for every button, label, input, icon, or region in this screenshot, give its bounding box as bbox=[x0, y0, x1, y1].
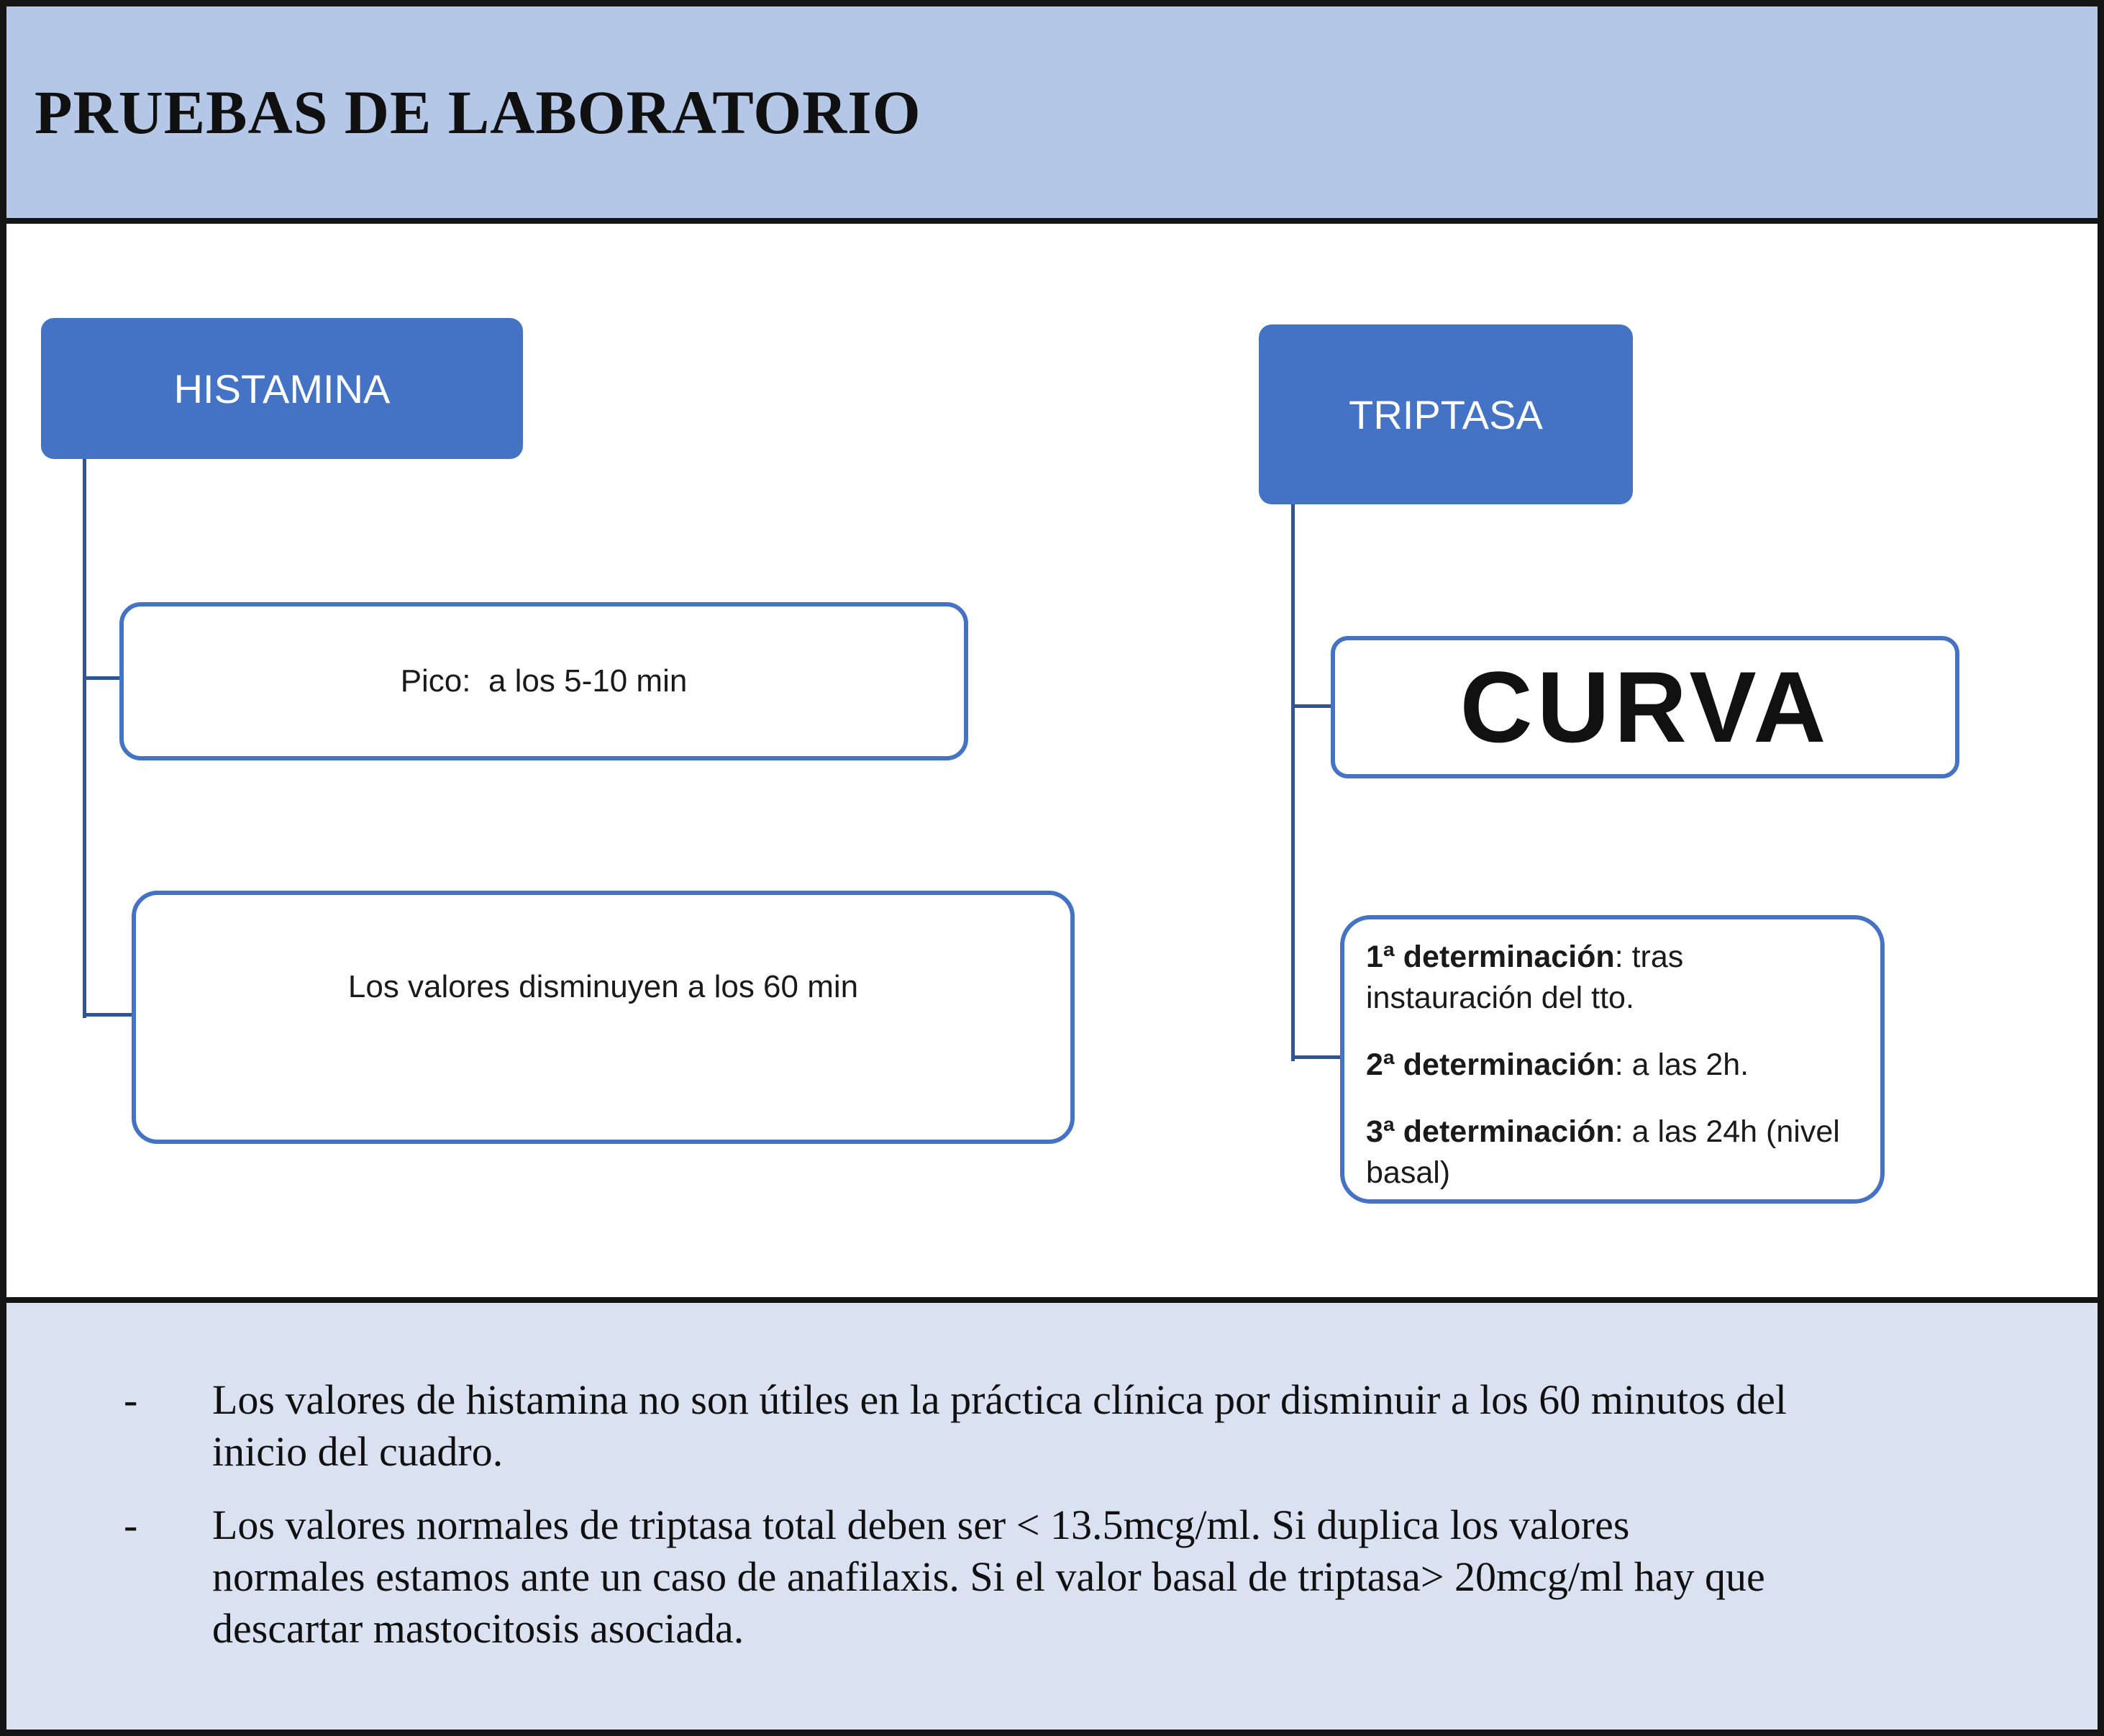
curva-label: CURVA bbox=[1459, 650, 1831, 763]
determinacion-2-term: 2ª determinación bbox=[1366, 1047, 1615, 1082]
note-line: descartar mastocitosis asociada. bbox=[212, 1605, 744, 1652]
triptasa-branch-line bbox=[1291, 504, 1295, 1061]
triptasa-stub-curva bbox=[1291, 704, 1331, 708]
determinacion-2-text: : a las 2h. bbox=[1614, 1047, 1749, 1082]
histamina-label: HISTAMINA bbox=[173, 365, 391, 412]
triptasa-node bbox=[1259, 324, 1633, 504]
curva-node bbox=[1331, 636, 1959, 778]
triptasa-label: TRIPTASA bbox=[1349, 391, 1543, 437]
histamina-stub-pico bbox=[83, 676, 119, 680]
bullet-dash-marker: - bbox=[124, 1376, 138, 1423]
note-line: Los valores de histamina no son útiles en la práctica clínica por disminuir a los 60 minutos del bbox=[212, 1376, 1788, 1423]
note-bullet-triptasa bbox=[6, 1499, 2098, 1655]
note-line: normales estamos ante un caso de anafilaxis. Si el valor basal de triptasa> 20mcg/ml hay que bbox=[212, 1553, 1765, 1600]
pico-node bbox=[119, 602, 968, 760]
determinacion-3-term: 3ª determinación bbox=[1366, 1114, 1615, 1149]
note-line: Los valores normales de triptasa total deben ser < 13.5mcg/ml. Si duplica los valores bbox=[212, 1501, 1630, 1548]
determinacion-1 bbox=[1366, 937, 1859, 1019]
determinacion-3-text: : a las 24h (nivel basal) bbox=[1366, 1114, 1840, 1190]
histamina-node bbox=[41, 318, 523, 459]
histamina-branch-line bbox=[83, 459, 86, 1018]
determinacion-2 bbox=[1366, 1045, 1859, 1086]
triptasa-stub-determinaciones bbox=[1291, 1055, 1340, 1059]
note-line: inicio del cuadro. bbox=[212, 1428, 504, 1475]
valores-label: Los valores disminuyen a los 60 min bbox=[347, 968, 859, 1004]
bullet-dash-marker: - bbox=[124, 1501, 138, 1548]
notes-section bbox=[6, 1303, 2098, 1730]
determinacion-3 bbox=[1366, 1112, 1859, 1194]
note-bullet-histamina bbox=[6, 1374, 2098, 1478]
histamina-stub-valores bbox=[83, 1013, 132, 1017]
page-title: PRUEBAS DE LABORATORIO bbox=[35, 78, 921, 147]
header-band bbox=[6, 6, 2098, 224]
diagram-area bbox=[6, 224, 2098, 1303]
determinaciones-node bbox=[1340, 915, 1885, 1204]
pico-label: Pico: a los 5-10 min bbox=[400, 663, 688, 699]
valores-node bbox=[132, 891, 1075, 1144]
determinacion-1-term: 1ª determinación bbox=[1366, 940, 1615, 974]
determinacion-1-text: : tras instauración del tto. bbox=[1366, 940, 1684, 1015]
